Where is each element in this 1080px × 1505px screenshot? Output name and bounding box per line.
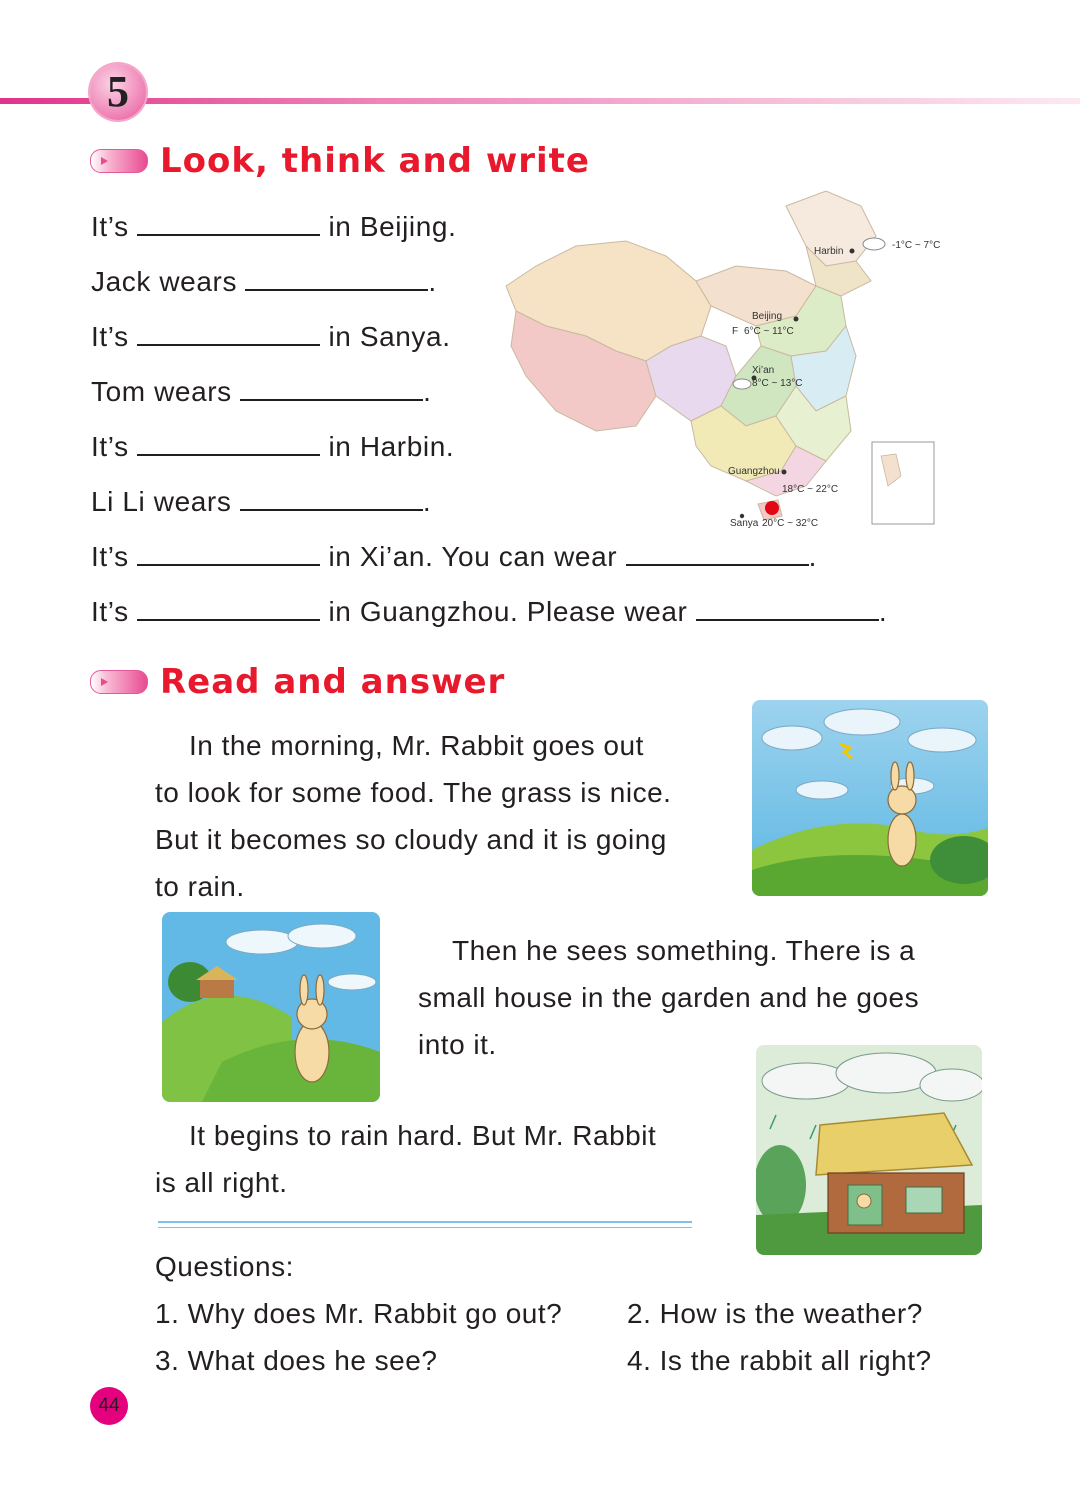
story-paragraph-1: In the morning, Mr. Rabbit goes out to look for some food. The grass is nice. But it becomes so cloudy and it is going to rain. xyxy=(155,730,672,902)
svg-text:Beijing: Beijing xyxy=(752,311,783,322)
exercise-line-3: It’s in Sanya. xyxy=(91,321,451,352)
answer-blank[interactable] xyxy=(696,597,879,621)
answer-blank[interactable] xyxy=(137,597,320,621)
section-divider xyxy=(158,1221,692,1223)
house-in-rain-illustration xyxy=(756,1045,982,1255)
city-label-sanya xyxy=(730,518,818,529)
unit-number: 5 xyxy=(107,67,129,116)
svg-text:F: F xyxy=(732,326,739,337)
svg-text:8°C ~ 13°C: 8°C ~ 13°C xyxy=(752,378,803,389)
question-2: 2. How is the weather? xyxy=(627,1298,923,1329)
answer-blank[interactable] xyxy=(137,212,320,236)
answer-blank[interactable] xyxy=(137,322,320,346)
answer-blank[interactable] xyxy=(137,542,320,566)
exercise-line-5: It’s in Harbin. xyxy=(91,431,455,462)
section-bullet-icon xyxy=(90,149,148,173)
exercise-line-2: Jack wears . xyxy=(91,266,437,297)
exercise-line-1: It’s in Beijing. xyxy=(91,211,457,242)
story-paragraph-2: Then he sees something. There is a small house in the garden and he goes into it. xyxy=(418,935,920,1060)
svg-text:6°C ~ 11°C: 6°C ~ 11°C xyxy=(744,326,794,337)
section-title-read-and-answer: Read and answer xyxy=(160,662,506,702)
question-4: 4. Is the rabbit all right? xyxy=(627,1345,932,1376)
answer-blank[interactable] xyxy=(240,487,423,511)
question-1: 1. Why does Mr. Rabbit go out? xyxy=(155,1298,563,1329)
section-divider xyxy=(158,1227,692,1228)
exercise-line-4: Tom wears . xyxy=(91,376,432,407)
svg-text:-1°C ~ 7°C: -1°C ~ 7°C xyxy=(892,240,941,251)
unit-number-badge xyxy=(90,64,146,120)
svg-text:Guangzhou: Guangzhou xyxy=(728,466,780,477)
svg-text:18°C ~ 22°C: 18°C ~ 22°C xyxy=(782,484,839,495)
answer-blank[interactable] xyxy=(240,377,423,401)
exercise-line-8: It’s in Guangzhou. Please wear . xyxy=(91,596,888,627)
section-title-look-think-write: Look, think and write xyxy=(160,141,590,181)
header-stripe xyxy=(0,98,1080,104)
svg-text:Sanya: Sanya xyxy=(730,518,759,529)
question-3: 3. What does he see? xyxy=(155,1345,438,1376)
svg-text:Harbin: Harbin xyxy=(814,246,844,257)
answer-blank[interactable] xyxy=(137,432,320,456)
answer-blank[interactable] xyxy=(626,542,809,566)
svg-text:20°C ~ 32°C: 20°C ~ 32°C xyxy=(762,518,819,529)
answer-blank[interactable] xyxy=(245,267,428,291)
china-weather-map xyxy=(496,186,944,534)
questions-label: Questions: xyxy=(155,1251,294,1282)
story-paragraph-3: It begins to rain hard. But Mr. Rabbit is all right. xyxy=(155,1120,657,1198)
svg-text:Xi’an: Xi’an xyxy=(752,365,775,376)
exercise-line-6: Li Li wears . xyxy=(91,486,432,517)
exercise-line-7: It’s in Xi’an. You can wear . xyxy=(91,541,817,572)
section-bullet-icon xyxy=(90,670,148,694)
rabbit-on-hill-illustration xyxy=(752,700,988,896)
page-number: 44 xyxy=(90,1387,128,1425)
rabbit-sees-house-illustration xyxy=(162,912,380,1102)
